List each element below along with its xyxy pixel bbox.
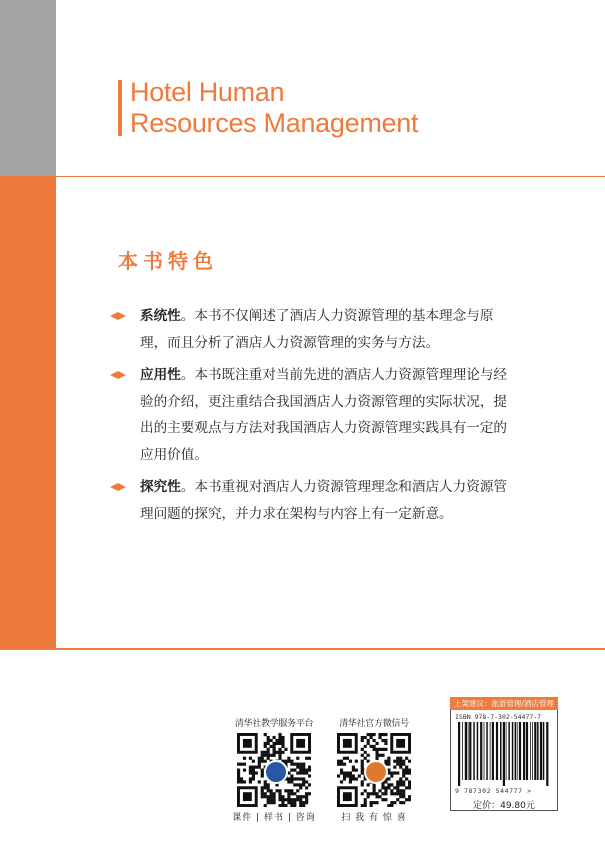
grey-side-band [0,0,56,176]
feature-text: 。本书既注重对当前先进的酒店人力资源管理理论与经验的介绍，更注重结合我国酒店人力资源管理的实际状况，提出的主要观点与方法对我国酒店人力资源管理实践具有一定的应用价值。 [140,367,508,463]
feature-list [118,303,518,533]
title-accent-bar [118,80,122,136]
top-divider [56,176,605,177]
qr-code-icon[interactable] [337,733,411,807]
isbn-text: ISBN 978-7-302-54477-7 [455,713,542,721]
diamond-bullet-icon [118,312,126,320]
qr-code-icon[interactable] [237,733,311,807]
feature-name: 系统性 [140,308,181,324]
publisher-logo-icon [364,760,388,784]
book-title [130,77,418,139]
bottom-divider [56,648,605,650]
title-line-1: Hotel Human [130,77,285,107]
feature-item [118,303,518,356]
barcode-digits: 9 787302 544777 > [455,787,532,795]
feature-text: 。本书重视对酒店人力资源管理理念和酒店人力资源管理问题的探究，并力求在架构与内容上有一定新意。 [140,479,508,522]
section-heading: 本书特色 [118,249,218,273]
diamond-bullet-icon [118,371,126,379]
qr-caption: 课件 | 样书 | 咨询 [232,813,316,823]
feature-name: 探究性 [140,479,181,495]
feature-name: 应用性 [140,367,181,383]
qr-teaching-platform [232,716,316,823]
feature-text: 。本书不仅阐述了酒店人力资源管理的基本理念与原理，而且分析了酒店人力资源管理的实务与方法。 [140,308,494,351]
barcode-icon [458,722,550,786]
feature-item [118,474,518,527]
publisher-logo-icon [264,760,288,784]
qr-title: 清华社官方微信号 [339,719,409,729]
shelving-suggestion: 上架建议：旅游管理/酒店管理 [450,697,558,710]
orange-side-band [0,176,56,650]
qr-caption: 扫 我 有 惊 喜 [341,813,407,823]
qr-title: 清华社教学服务平台 [234,719,314,729]
price-label: 定价：49.80元 [473,801,535,811]
feature-item [118,362,518,468]
diamond-bullet-icon [118,483,126,491]
title-line-2: Resources Management [130,108,419,138]
qr-wechat-account [332,716,416,823]
